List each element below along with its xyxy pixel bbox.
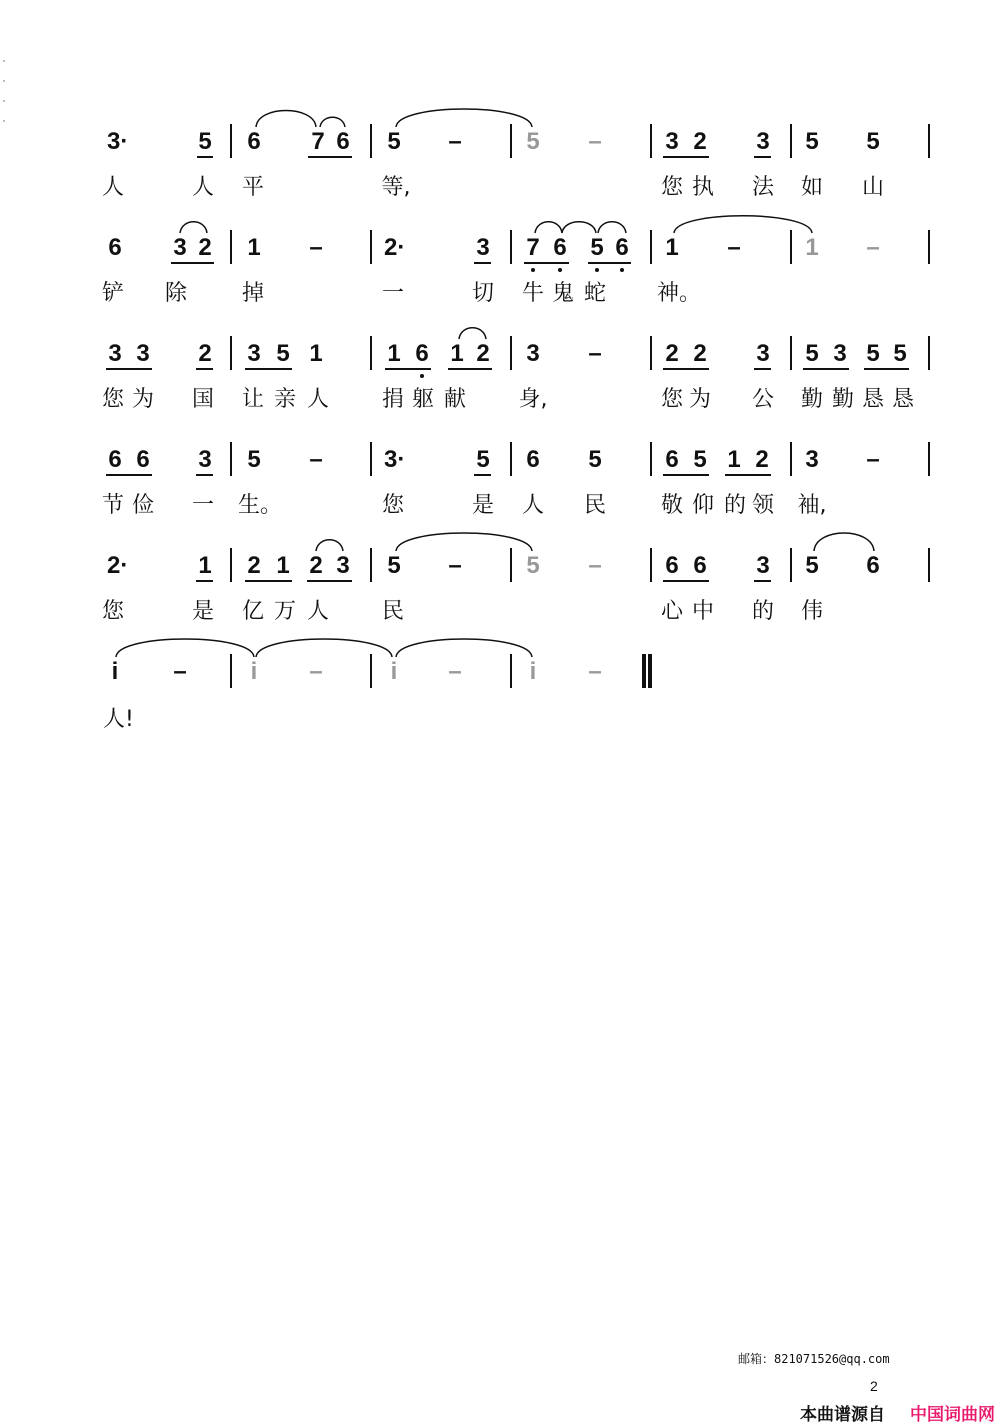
beam-underline xyxy=(864,368,909,370)
beam-underline xyxy=(245,580,292,582)
beam-underline xyxy=(474,262,491,264)
slur xyxy=(116,639,254,657)
lyric: 人! xyxy=(103,707,134,732)
slur xyxy=(814,533,874,551)
lyric: 您 xyxy=(660,175,683,200)
source-label: 本曲谱源自 xyxy=(800,1405,885,1424)
bar-line xyxy=(650,124,652,158)
bar-line xyxy=(650,230,652,264)
lyric: 勤 xyxy=(831,387,854,412)
note: 2 xyxy=(693,128,707,155)
lyric: 一 xyxy=(381,281,404,306)
note: – xyxy=(448,658,462,685)
note: 6 xyxy=(553,234,567,261)
bar-line xyxy=(510,124,512,158)
bar-line xyxy=(790,124,792,158)
lyric: 执 xyxy=(691,175,714,200)
lyric: 为 xyxy=(688,387,711,412)
beam-underline xyxy=(754,368,771,370)
note: 6 xyxy=(615,234,629,261)
page-number: 2 xyxy=(870,1378,878,1394)
site-label[interactable]: 中国词曲网 xyxy=(910,1405,995,1424)
edge-mark xyxy=(3,60,5,62)
beam-underline xyxy=(663,474,709,476)
note: 6 xyxy=(526,446,540,473)
lyric: 仰 xyxy=(691,493,714,518)
note: 3 xyxy=(665,128,679,155)
octave-dot xyxy=(620,268,624,272)
beam-underline xyxy=(524,262,569,264)
octave-dot xyxy=(531,268,535,272)
note: 5 xyxy=(247,446,261,473)
bar-line xyxy=(510,336,512,370)
note: 2 xyxy=(198,340,212,367)
note: i xyxy=(529,658,537,685)
bar-line xyxy=(928,548,930,582)
note: 7 xyxy=(311,128,325,155)
note: 2· xyxy=(384,234,406,261)
bar-line xyxy=(928,124,930,158)
beam-underline xyxy=(196,474,213,476)
beam-underline xyxy=(663,156,709,158)
slur xyxy=(535,222,562,233)
note: 1 xyxy=(727,446,741,473)
lyric: 躯 xyxy=(411,387,434,412)
note: 5 xyxy=(387,552,401,579)
lyric: 一 xyxy=(191,493,214,518)
lyric: 中 xyxy=(691,599,714,624)
note: 6 xyxy=(336,128,350,155)
note: 3 xyxy=(756,552,770,579)
note: 5 xyxy=(588,446,602,473)
note: 5 xyxy=(805,552,819,579)
bar-line xyxy=(510,548,512,582)
edge-mark xyxy=(3,120,5,122)
note: 6 xyxy=(136,446,150,473)
slur xyxy=(180,222,207,233)
note: 2 xyxy=(247,552,261,579)
beam-underline xyxy=(106,474,152,476)
beam-underline xyxy=(754,156,771,158)
note: 6 xyxy=(247,128,261,155)
final-bar-line xyxy=(642,654,646,688)
lyric: 领 xyxy=(751,493,774,518)
note: 6 xyxy=(665,446,679,473)
note: 5 xyxy=(276,340,290,367)
lyric: 节 xyxy=(101,493,124,518)
note: 3 xyxy=(476,234,490,261)
bar-line xyxy=(928,336,930,370)
lyric: 蛇 xyxy=(583,281,606,306)
lyric: 如 xyxy=(800,175,823,200)
note: 1 xyxy=(276,552,290,579)
bar-line xyxy=(230,442,232,476)
note: 3 xyxy=(526,340,540,367)
bar-line xyxy=(370,442,372,476)
bar-line xyxy=(370,548,372,582)
lyric: 为 xyxy=(131,387,154,412)
note: 6 xyxy=(665,552,679,579)
lyric: 您 xyxy=(660,387,683,412)
note: 5 xyxy=(526,552,540,579)
octave-dot xyxy=(558,268,562,272)
note: 6 xyxy=(108,234,122,261)
beam-underline xyxy=(588,262,631,264)
beam-underline xyxy=(754,580,771,582)
footer-email: 邮箱：821071526@qq.com xyxy=(738,1352,890,1366)
note: 2 xyxy=(755,446,769,473)
note: 3 xyxy=(336,552,350,579)
lyric: 民 xyxy=(381,599,404,624)
bar-line xyxy=(230,230,232,264)
final-bar-line xyxy=(648,654,652,688)
lyric: 袖, xyxy=(797,493,827,518)
note: i xyxy=(250,658,258,685)
note: i xyxy=(111,658,119,685)
beam-underline xyxy=(307,580,352,582)
note: 5 xyxy=(805,340,819,367)
octave-dot xyxy=(420,374,424,378)
lyric: 敬 xyxy=(660,493,683,518)
note: 6 xyxy=(108,446,122,473)
note: 1 xyxy=(198,552,212,579)
bar-line xyxy=(790,442,792,476)
note: – xyxy=(588,128,602,155)
lyric: 恳 xyxy=(891,387,914,412)
lyric: 法 xyxy=(751,175,774,200)
note: 5 xyxy=(590,234,604,261)
bar-line xyxy=(370,336,372,370)
note: 2 xyxy=(665,340,679,367)
lyric: 是 xyxy=(191,599,214,624)
lyric: 是 xyxy=(471,493,494,518)
edge-mark xyxy=(3,100,5,102)
lyric: 人 xyxy=(306,599,329,624)
bar-line xyxy=(370,230,372,264)
lyric: 伟 xyxy=(800,599,823,624)
lyric: 公 xyxy=(751,387,774,412)
note: 1 xyxy=(450,340,464,367)
lyric: 除 xyxy=(164,281,187,306)
bar-line xyxy=(650,548,652,582)
bar-line xyxy=(790,336,792,370)
note: 3 xyxy=(833,340,847,367)
lyric: 俭 xyxy=(131,493,154,518)
bar-line xyxy=(230,654,232,688)
bar-line xyxy=(928,442,930,476)
lyric: 您 xyxy=(101,599,124,624)
note: 3 xyxy=(805,446,819,473)
bar-line xyxy=(928,230,930,264)
edge-mark xyxy=(3,80,5,82)
slur xyxy=(320,117,345,127)
beam-underline xyxy=(448,368,492,370)
lyric: 鬼 xyxy=(551,281,574,306)
note: 3 xyxy=(108,340,122,367)
beam-underline xyxy=(245,368,292,370)
lyric: 国 xyxy=(191,387,214,412)
note: 1 xyxy=(805,234,819,261)
note: – xyxy=(448,128,462,155)
beam-underline xyxy=(308,156,352,158)
lyric: 献 xyxy=(443,387,466,412)
lyric: 心 xyxy=(660,599,683,624)
bar-line xyxy=(230,124,232,158)
note: 5 xyxy=(476,446,490,473)
note: 5 xyxy=(387,128,401,155)
note: – xyxy=(588,340,602,367)
note: 3 xyxy=(173,234,187,261)
note: – xyxy=(309,658,323,685)
note: i xyxy=(390,658,398,685)
note: 3 xyxy=(136,340,150,367)
bar-line xyxy=(510,654,512,688)
lyric: 您 xyxy=(101,387,124,412)
note: 3 xyxy=(198,446,212,473)
beam-underline xyxy=(196,368,213,370)
note: 6 xyxy=(866,552,880,579)
note: 1 xyxy=(665,234,679,261)
note: 5 xyxy=(693,446,707,473)
lyric: 人 xyxy=(101,175,124,200)
note: 2· xyxy=(107,552,129,579)
slur xyxy=(316,540,343,551)
bar-line xyxy=(650,442,652,476)
note: – xyxy=(448,552,462,579)
beam-underline xyxy=(197,156,213,158)
bar-line xyxy=(510,442,512,476)
lyric: 生。 xyxy=(238,493,283,518)
note: 2 xyxy=(309,552,323,579)
note: – xyxy=(727,234,741,261)
beam-underline xyxy=(474,474,491,476)
note: – xyxy=(309,234,323,261)
note: 5 xyxy=(893,340,907,367)
note: 1 xyxy=(247,234,261,261)
beam-underline xyxy=(171,262,214,264)
note: 6 xyxy=(415,340,429,367)
note: – xyxy=(588,658,602,685)
note: 3 xyxy=(247,340,261,367)
beam-underline xyxy=(803,368,849,370)
bar-line xyxy=(650,336,652,370)
lyric: 亲 xyxy=(273,387,296,412)
note: 3· xyxy=(107,128,129,155)
bar-line xyxy=(370,654,372,688)
note: 1 xyxy=(309,340,323,367)
lyric: 神。 xyxy=(657,281,702,306)
note: 3 xyxy=(756,128,770,155)
lyric: 人 xyxy=(306,387,329,412)
slur xyxy=(459,328,486,339)
beam-underline xyxy=(663,368,709,370)
note: 5 xyxy=(805,128,819,155)
note: – xyxy=(866,234,880,261)
lyric: 人 xyxy=(191,175,214,200)
bar-line xyxy=(230,336,232,370)
bar-line xyxy=(230,548,232,582)
bar-line xyxy=(790,230,792,264)
note: 1 xyxy=(387,340,401,367)
lyric: 切 xyxy=(471,281,494,306)
note: 5 xyxy=(866,128,880,155)
slur xyxy=(256,111,316,128)
note: 5 xyxy=(198,128,212,155)
slur xyxy=(562,222,596,233)
note: 2 xyxy=(476,340,490,367)
lyric: 勤 xyxy=(800,387,823,412)
lyric: 的 xyxy=(751,599,774,624)
lyric: 让 xyxy=(241,387,264,412)
note: 5 xyxy=(866,340,880,367)
note: – xyxy=(588,552,602,579)
beam-underline xyxy=(385,368,431,370)
note: 3 xyxy=(756,340,770,367)
note: 2 xyxy=(198,234,212,261)
beam-underline xyxy=(196,580,213,582)
note: 3· xyxy=(384,446,406,473)
lyric: 平 xyxy=(241,175,264,200)
bar-line xyxy=(790,548,792,582)
lyric: 万 xyxy=(273,599,296,624)
octave-dot xyxy=(595,268,599,272)
slur xyxy=(598,222,626,233)
lyric: 恳 xyxy=(861,387,884,412)
lyric: 民 xyxy=(583,493,606,518)
bar-line xyxy=(510,230,512,264)
bar-line xyxy=(370,124,372,158)
note: 7 xyxy=(526,234,540,261)
lyric: 牛 xyxy=(521,281,544,306)
lyric: 掉 xyxy=(241,281,264,306)
lyric: 的 xyxy=(723,493,746,518)
note: 5 xyxy=(526,128,540,155)
note: – xyxy=(866,446,880,473)
beam-underline xyxy=(725,474,771,476)
lyric: 捐 xyxy=(381,387,404,412)
lyric: 人 xyxy=(521,493,544,518)
lyric: 等, xyxy=(381,175,411,200)
note: – xyxy=(173,658,187,685)
lyric: 山 xyxy=(861,175,884,200)
beam-underline xyxy=(663,580,709,582)
note: 2 xyxy=(693,340,707,367)
lyric: 铲 xyxy=(101,281,124,306)
note: 6 xyxy=(693,552,707,579)
lyric: 您 xyxy=(381,493,404,518)
note: – xyxy=(309,446,323,473)
beam-underline xyxy=(106,368,152,370)
lyric: 身, xyxy=(518,387,548,412)
lyric: 亿 xyxy=(241,599,264,624)
